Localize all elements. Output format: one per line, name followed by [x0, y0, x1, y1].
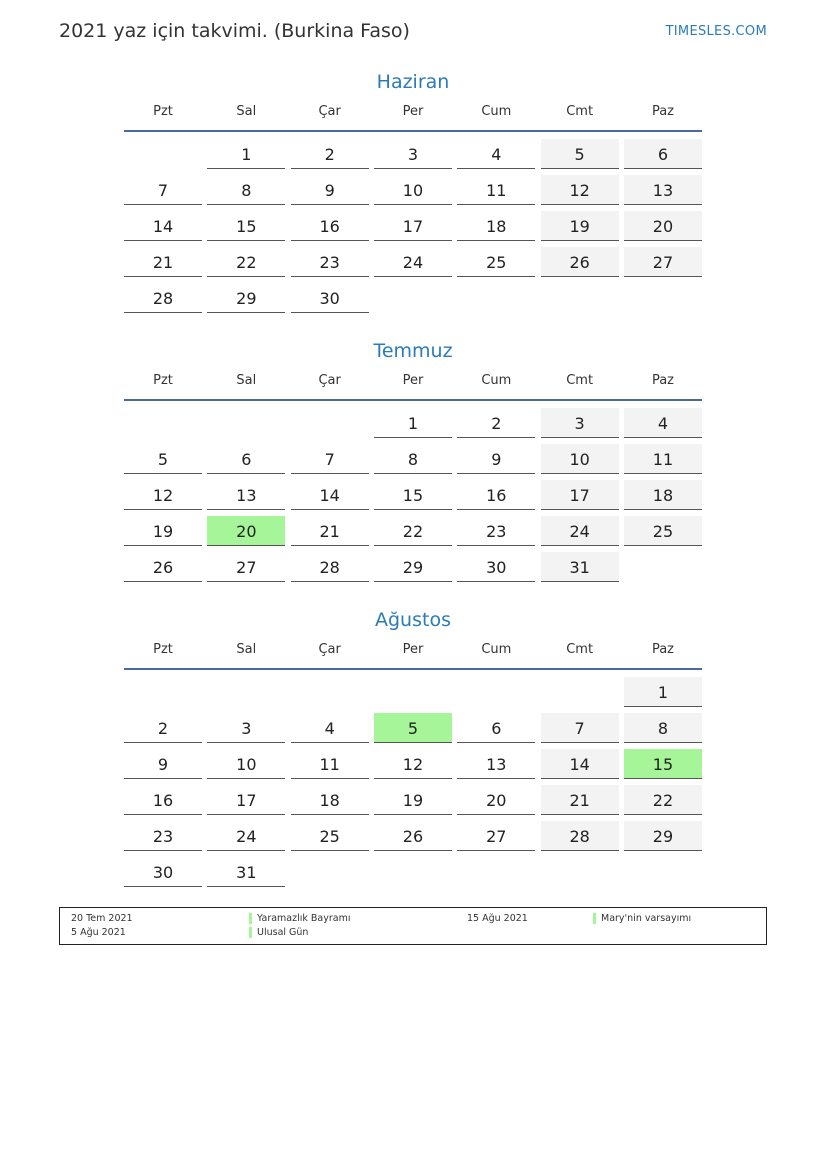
- header-divider: [124, 668, 702, 670]
- day-cell: 1: [374, 408, 452, 438]
- legend-date: 5 Ağu 2021: [71, 927, 126, 938]
- day-cell: 28: [541, 821, 619, 851]
- legend-holiday-name: Mary'nin varsayımı: [601, 913, 692, 924]
- day-cell: 12: [541, 175, 619, 205]
- day-cell: 19: [374, 785, 452, 815]
- day-cell: 1: [624, 677, 702, 707]
- day-cell: 26: [124, 552, 202, 582]
- day-cell: 10: [207, 749, 285, 779]
- empty-cell: [291, 857, 369, 887]
- empty-cell: [374, 677, 452, 707]
- holiday-legend: [59, 907, 767, 945]
- day-cell: 9: [124, 749, 202, 779]
- weekday-label: Cmt: [566, 641, 594, 657]
- day-cell: 12: [124, 480, 202, 510]
- empty-cell: [207, 677, 285, 707]
- day-cell: 8: [374, 444, 452, 474]
- header-divider: [124, 130, 702, 132]
- day-cell: 24: [207, 821, 285, 851]
- day-cell: 31: [541, 552, 619, 582]
- weekday-label: Cum: [481, 641, 512, 657]
- legend-date: 20 Tem 2021: [71, 913, 133, 924]
- day-cell: 7: [291, 444, 369, 474]
- week-row: [124, 136, 702, 172]
- empty-cell: [541, 857, 619, 887]
- day-cell: 20: [457, 785, 535, 815]
- day-cell: 16: [124, 785, 202, 815]
- day-cell: 19: [541, 211, 619, 241]
- legend-holiday: [593, 912, 691, 925]
- empty-cell: [374, 857, 452, 887]
- week-row: [124, 172, 702, 208]
- day-cell: 2: [457, 408, 535, 438]
- holiday-day-cell: 20: [207, 516, 285, 546]
- day-cell: 4: [457, 139, 535, 169]
- day-cell: 18: [624, 480, 702, 510]
- day-cell: 22: [207, 247, 285, 277]
- day-cell: 7: [541, 713, 619, 743]
- day-cell: 23: [291, 247, 369, 277]
- weekday-label: Çar: [318, 103, 341, 119]
- day-cell: 31: [207, 857, 285, 887]
- weekday-header: [124, 634, 702, 664]
- weekday-label: Per: [402, 641, 424, 657]
- day-cell: 29: [624, 821, 702, 851]
- day-cell: 2: [124, 713, 202, 743]
- weekday-label: Cum: [481, 103, 512, 119]
- day-cell: 16: [291, 211, 369, 241]
- month-august: [124, 606, 702, 890]
- day-cell: 6: [624, 139, 702, 169]
- day-cell: 16: [457, 480, 535, 510]
- weekday-label: Pzt: [153, 103, 173, 119]
- empty-cell: [207, 408, 285, 438]
- header-divider: [124, 399, 702, 401]
- day-cell: 23: [124, 821, 202, 851]
- month-july: [124, 337, 702, 585]
- day-cell: 7: [124, 175, 202, 205]
- day-cell: 20: [624, 211, 702, 241]
- day-cell: 9: [291, 175, 369, 205]
- empty-cell: [541, 283, 619, 313]
- month-title: Ağustos: [375, 609, 451, 631]
- weekday-label: Paz: [651, 372, 674, 388]
- month-title: Temmuz: [373, 340, 453, 362]
- day-cell: 3: [374, 139, 452, 169]
- week-grid: [124, 405, 702, 585]
- weekday-label: Cmt: [566, 372, 594, 388]
- week-row: [124, 746, 702, 782]
- day-cell: 3: [207, 713, 285, 743]
- holiday-color-marker: [249, 913, 252, 924]
- day-cell: 4: [624, 408, 702, 438]
- empty-cell: [624, 552, 702, 582]
- empty-cell: [124, 408, 202, 438]
- day-cell: 26: [374, 821, 452, 851]
- day-cell: 30: [291, 283, 369, 313]
- day-cell: 29: [207, 283, 285, 313]
- day-cell: 5: [124, 444, 202, 474]
- empty-cell: [291, 677, 369, 707]
- empty-cell: [457, 857, 535, 887]
- week-grid: [124, 136, 702, 316]
- week-row: [124, 854, 702, 890]
- week-row: [124, 513, 702, 549]
- day-cell: 5: [541, 139, 619, 169]
- day-cell: 11: [291, 749, 369, 779]
- weekday-label: Paz: [651, 641, 674, 657]
- day-cell: 21: [541, 785, 619, 815]
- empty-cell: [457, 283, 535, 313]
- day-cell: 22: [624, 785, 702, 815]
- weekday-label: Çar: [318, 641, 341, 657]
- day-cell: 30: [457, 552, 535, 582]
- weekday-label: Per: [402, 372, 424, 388]
- empty-cell: [541, 677, 619, 707]
- week-row: [124, 441, 702, 477]
- day-cell: 30: [124, 857, 202, 887]
- week-row: [124, 280, 702, 316]
- legend-holiday-name: Ulusal Gün: [257, 927, 309, 938]
- day-cell: 28: [291, 552, 369, 582]
- day-cell: 1: [207, 139, 285, 169]
- day-cell: 25: [624, 516, 702, 546]
- weekday-label: Cum: [481, 372, 512, 388]
- day-cell: 22: [374, 516, 452, 546]
- legend-holiday: [249, 912, 351, 925]
- week-row: [124, 549, 702, 585]
- day-cell: 29: [374, 552, 452, 582]
- day-cell: 15: [207, 211, 285, 241]
- week-row: [124, 710, 702, 746]
- day-cell: 27: [207, 552, 285, 582]
- day-cell: 24: [374, 247, 452, 277]
- month-title: Haziran: [376, 71, 450, 93]
- holiday-day-cell: 15: [624, 749, 702, 779]
- day-cell: 25: [457, 247, 535, 277]
- week-row: [124, 782, 702, 818]
- day-cell: 25: [291, 821, 369, 851]
- day-cell: 9: [457, 444, 535, 474]
- weekday-label: Sal: [236, 641, 257, 657]
- holiday-day-cell: 5: [374, 713, 452, 743]
- day-cell: 3: [541, 408, 619, 438]
- day-cell: 14: [541, 749, 619, 779]
- day-cell: 14: [124, 211, 202, 241]
- month-june: [124, 68, 702, 316]
- day-cell: 11: [457, 175, 535, 205]
- day-cell: 17: [207, 785, 285, 815]
- day-cell: 28: [124, 283, 202, 313]
- day-cell: 21: [124, 247, 202, 277]
- day-cell: 18: [457, 211, 535, 241]
- weekday-label: Sal: [236, 103, 257, 119]
- week-grid: [124, 674, 702, 890]
- day-cell: 27: [624, 247, 702, 277]
- day-cell: 15: [374, 480, 452, 510]
- day-cell: 19: [124, 516, 202, 546]
- weekday-label: Cmt: [566, 103, 594, 119]
- weekday-label: Pzt: [153, 372, 173, 388]
- weekday-header: [124, 365, 702, 395]
- day-cell: 26: [541, 247, 619, 277]
- day-cell: 17: [374, 211, 452, 241]
- day-cell: 11: [624, 444, 702, 474]
- weekday-header: [124, 96, 702, 126]
- empty-cell: [457, 677, 535, 707]
- day-cell: 13: [457, 749, 535, 779]
- week-row: [124, 477, 702, 513]
- day-cell: 10: [541, 444, 619, 474]
- page-title: 2021 yaz için takvimi. (Burkina Faso): [59, 20, 410, 42]
- weekday-label: Çar: [318, 372, 341, 388]
- empty-cell: [124, 677, 202, 707]
- week-row: [124, 674, 702, 710]
- brand-link[interactable]: TIMESLES.COM: [665, 24, 767, 39]
- day-cell: 18: [291, 785, 369, 815]
- day-cell: 13: [207, 480, 285, 510]
- legend-holiday: [249, 926, 308, 939]
- legend-date: 15 Ağu 2021: [467, 913, 528, 924]
- weekday-label: Per: [402, 103, 424, 119]
- day-cell: 21: [291, 516, 369, 546]
- week-row: [124, 818, 702, 854]
- weekday-label: Pzt: [153, 641, 173, 657]
- day-cell: 2: [291, 139, 369, 169]
- holiday-color-marker: [593, 913, 596, 924]
- empty-cell: [624, 857, 702, 887]
- day-cell: 8: [624, 713, 702, 743]
- day-cell: 6: [207, 444, 285, 474]
- day-cell: 10: [374, 175, 452, 205]
- week-row: [124, 244, 702, 280]
- empty-cell: [624, 283, 702, 313]
- day-cell: 8: [207, 175, 285, 205]
- empty-cell: [291, 408, 369, 438]
- day-cell: 24: [541, 516, 619, 546]
- weekday-label: Sal: [236, 372, 257, 388]
- day-cell: 4: [291, 713, 369, 743]
- day-cell: 13: [624, 175, 702, 205]
- empty-cell: [374, 283, 452, 313]
- holiday-color-marker: [249, 927, 252, 938]
- day-cell: 12: [374, 749, 452, 779]
- empty-cell: [124, 139, 202, 169]
- week-row: [124, 405, 702, 441]
- day-cell: 6: [457, 713, 535, 743]
- weekday-label: Paz: [651, 103, 674, 119]
- day-cell: 17: [541, 480, 619, 510]
- day-cell: 23: [457, 516, 535, 546]
- week-row: [124, 208, 702, 244]
- day-cell: 14: [291, 480, 369, 510]
- legend-holiday-name: Yaramazlık Bayramı: [257, 913, 351, 924]
- day-cell: 27: [457, 821, 535, 851]
